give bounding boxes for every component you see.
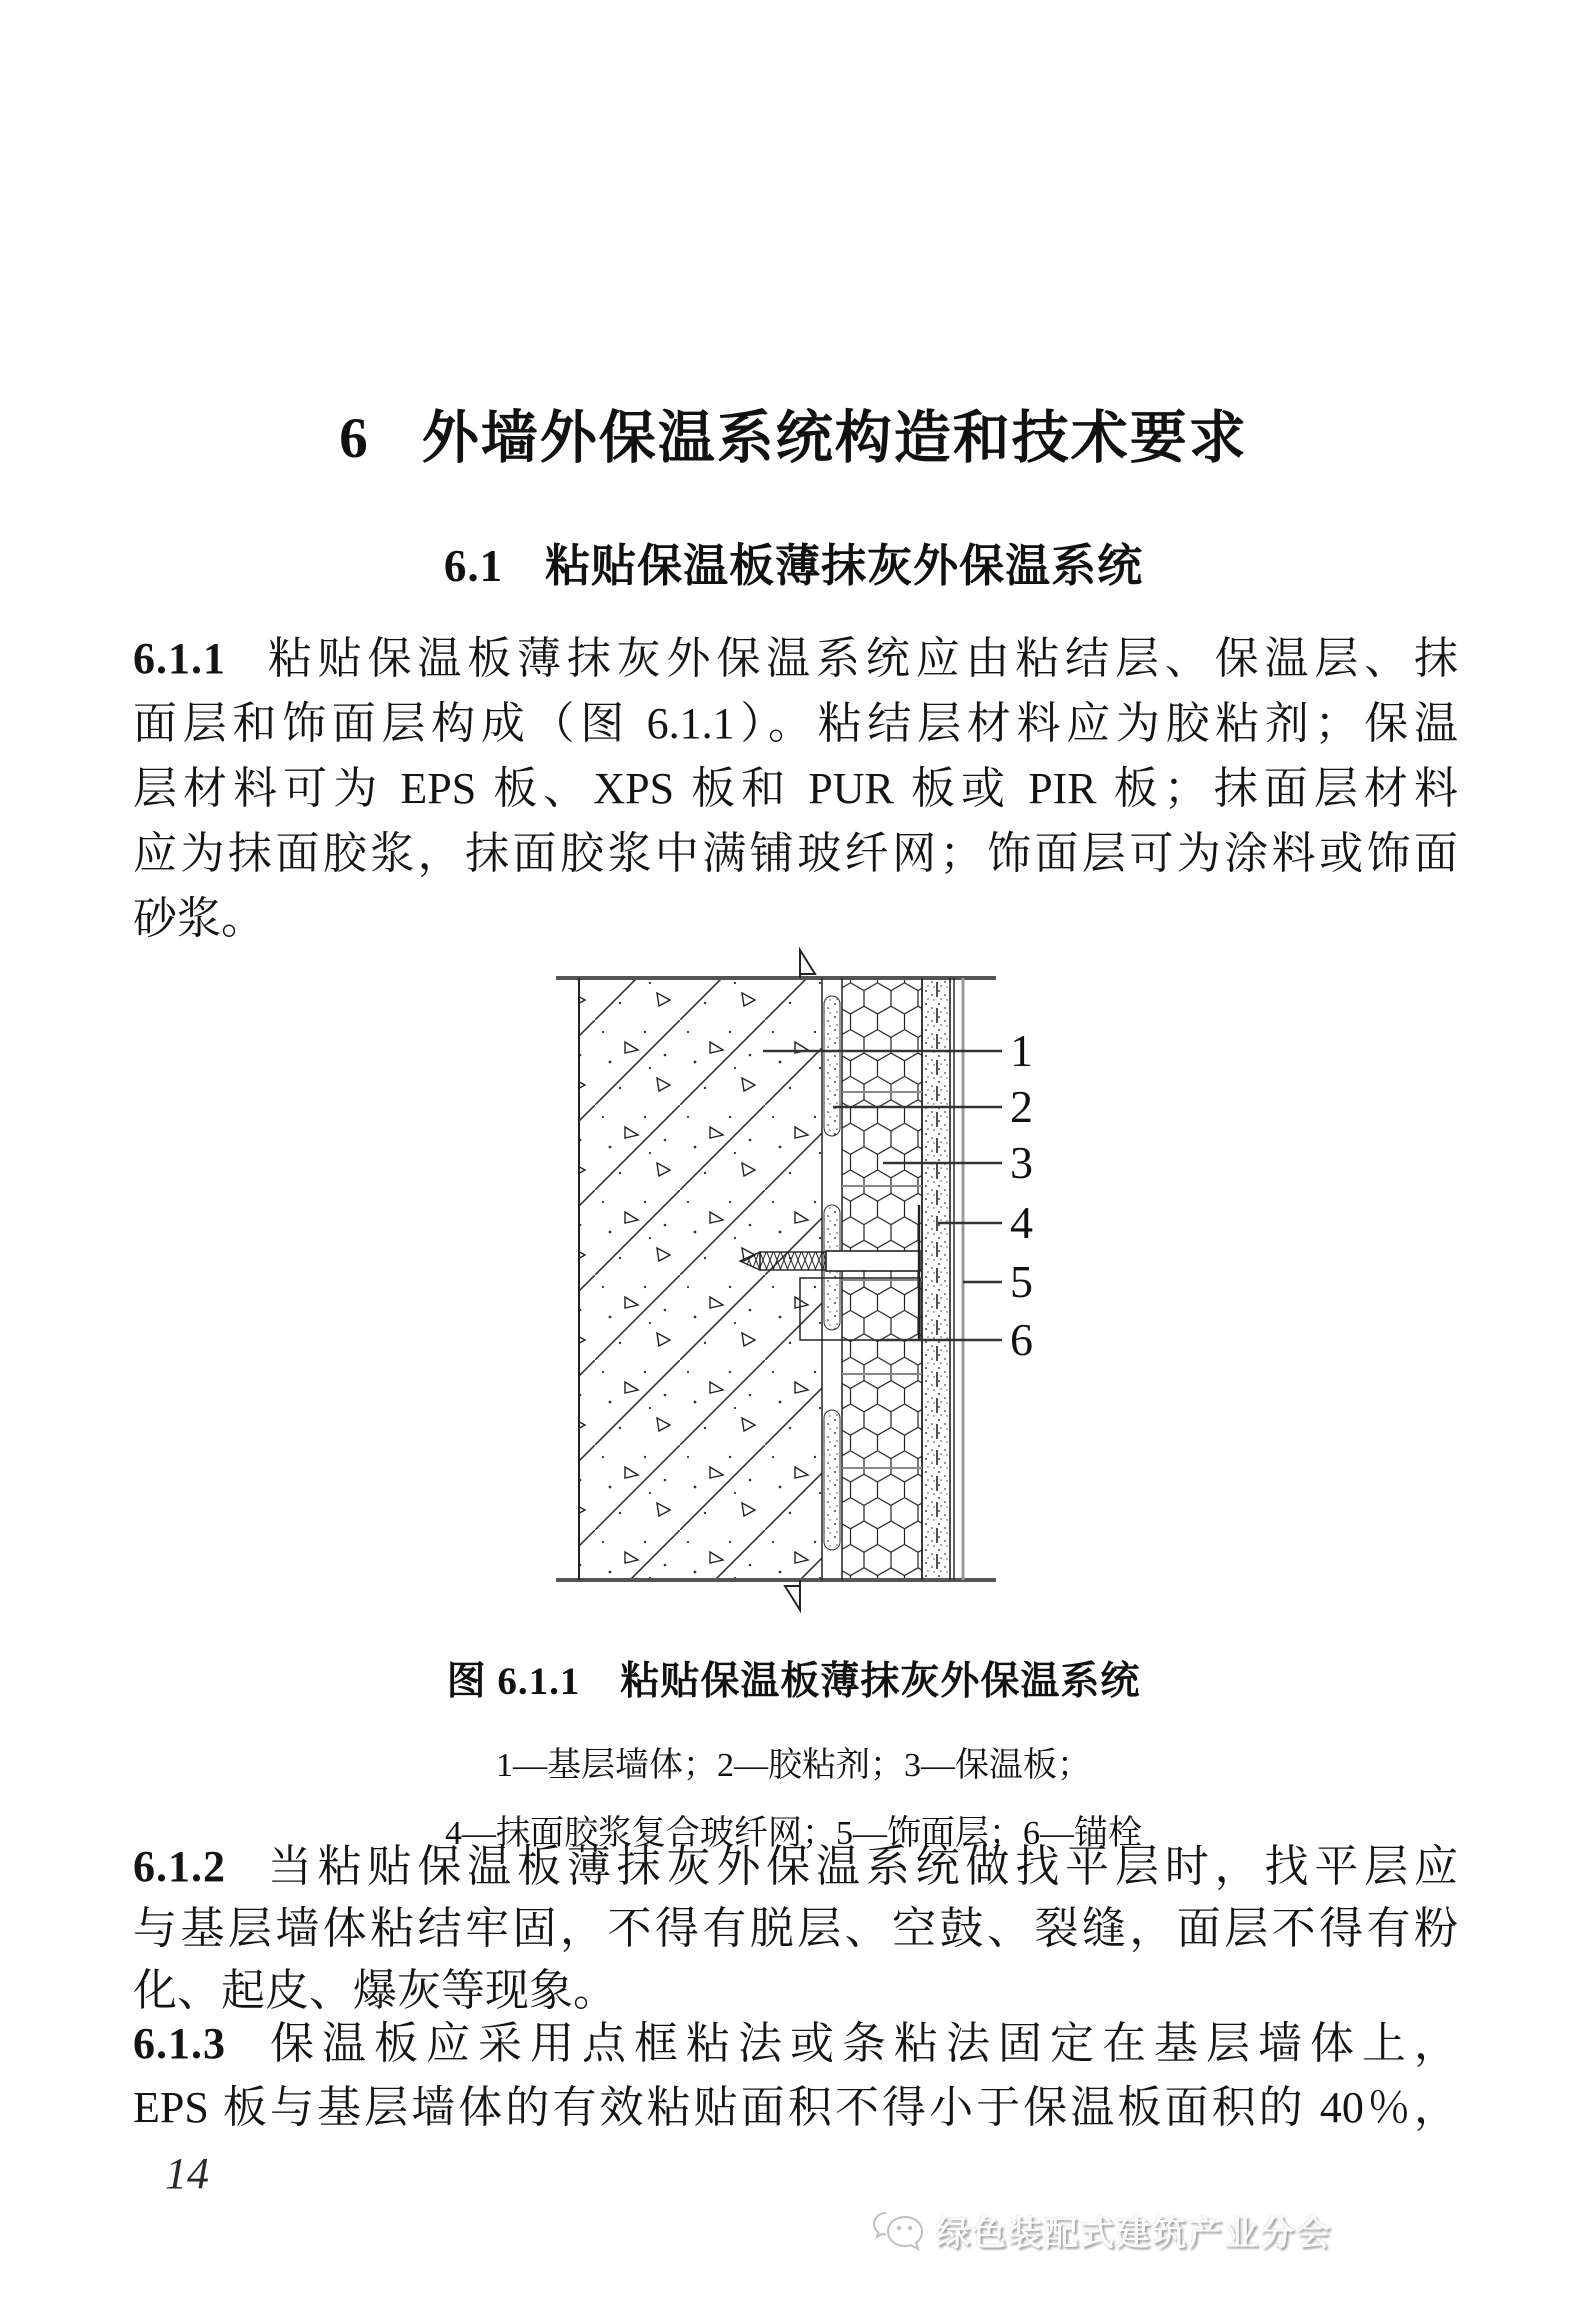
base-wall-hatch	[579, 980, 822, 1578]
adhesive-dab	[824, 996, 840, 1136]
chapter-number: 6	[339, 407, 370, 470]
clause-line: 砂浆。	[133, 894, 265, 943]
clause-line: 层材料可为 EPS 板、XPS 板和 PUR 板或 PIR 板；抹面层材料	[133, 764, 1458, 813]
figure-legend-line1: 1—基层墙体；2—胶粘剂；3—保温板；	[496, 1747, 1091, 1784]
clause-line	[133, 2012, 1458, 2076]
wechat-icon	[872, 2207, 926, 2255]
clause-number: 6.1.1	[133, 634, 226, 683]
clause-text: 当粘贴保温板薄抹灰外保温系统做找平层时，找平层应	[262, 1842, 1458, 1891]
section-title-text: 粘贴保温板薄抹灰外保温系统	[545, 541, 1144, 591]
figure-legend-line2: 4—抹面胶浆复合玻纤网；5—饰面层；6—锚栓	[445, 1815, 1142, 1852]
break-mark-bottom	[785, 1580, 800, 1610]
break-mark-top	[800, 950, 815, 978]
footer-watermark	[872, 2206, 1332, 2255]
figure-label-4: 4	[1010, 1197, 1033, 1248]
clause-6-1-3	[133, 2012, 1458, 2140]
clause-line: 与基层墙体粘结牢固，不得有脱层、空鼓、裂缝，面层不得有粉	[133, 1904, 1458, 1953]
clause-line: 应为抹面胶浆，抹面胶浆中满铺玻纤网；饰面层可为涂料或饰面	[133, 829, 1458, 878]
clause-line	[133, 1836, 1458, 1898]
chapter-heading	[0, 392, 1587, 474]
watermark-text: 绿色装配式建筑产业分会	[936, 2215, 1332, 2253]
clause-number: 6.1.2	[133, 1842, 226, 1891]
figure-6-1-1-diagram	[540, 940, 1060, 1620]
clause-text: 保温板应采用点框粘法或条粘法固定在基层墙体上，	[262, 2019, 1458, 2068]
clause-text: 粘贴保温板薄抹灰外保温系统应由粘结层、保温层、抹	[262, 634, 1458, 683]
clause-number: 6.1.3	[133, 2019, 226, 2068]
clause-6-1-1	[133, 626, 1458, 951]
figure-label-3: 3	[1010, 1137, 1033, 1188]
clause-line: EPS 板与基层墙体的有效粘贴面积不得小于保温板面积的 40％，	[133, 2083, 1458, 2132]
page-number: 14	[165, 2149, 209, 2198]
figure-label-1: 1	[1010, 1025, 1033, 1076]
chapter-title-text: 外墙外保温系统构造和技术要求	[421, 407, 1248, 470]
clause-line: 面层和饰面层构成（图 6.1.1）。粘结层材料应为胶粘剂；保温	[133, 699, 1458, 748]
clause-6-1-2	[133, 1836, 1458, 2022]
figure-caption: 图 6.1.1 粘贴保温板薄抹灰外保温系统	[446, 1660, 1141, 1703]
render-coat-stipple	[922, 980, 950, 1578]
section-number: 6.1	[443, 541, 504, 591]
adhesive-dab	[824, 1410, 840, 1550]
clause-line: 化、起皮、爆灰等现象。	[133, 1966, 617, 2015]
section-heading	[0, 529, 1587, 594]
figure-label-2: 2	[1010, 1081, 1033, 1132]
figure-label-6: 6	[1010, 1314, 1033, 1365]
figure-label-5: 5	[1010, 1256, 1033, 1307]
clause-line	[133, 626, 1458, 691]
